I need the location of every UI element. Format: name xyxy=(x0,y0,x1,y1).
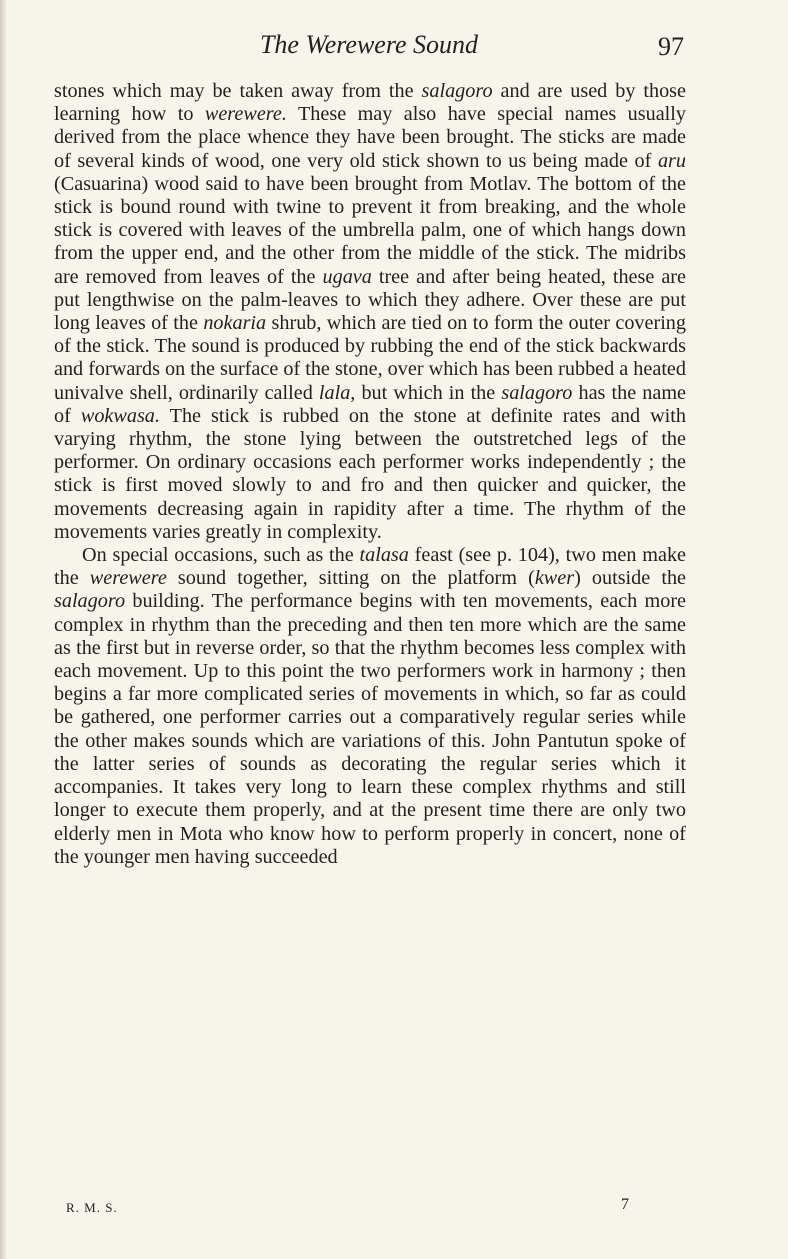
page-number: 97 xyxy=(658,32,684,61)
text-run: On special occasions, such as the xyxy=(82,544,360,567)
italic-term: ugava xyxy=(322,265,372,288)
text-run: but which in the xyxy=(355,381,502,404)
text-run: feast (see p. 104), two men make the xyxy=(54,544,686,590)
italic-term: salagoro xyxy=(421,80,493,102)
italic-term: werewere. xyxy=(204,103,287,126)
signature-mark: R. M. S. xyxy=(66,1200,118,1215)
paragraph-2 xyxy=(54,544,686,869)
text-run: has the name of xyxy=(54,381,686,427)
italic-term: salagoro xyxy=(54,590,126,613)
page-gutter-shadow xyxy=(0,0,6,1259)
text-run: The stick is rubbed on the stone at definite rates and with varying rhythm, the stone lying between the outstretched legs of the performer. On ordinary occasions each performer works independently ; the stick is first moved slowly to and fro and then quicker and quicker, the movements decreasing again in rapidity after a time. The rhythm of the movements varies greatly in complexity. xyxy=(54,404,686,543)
text-run: (Casuarina) wood said to have been brought from Motlav. The bottom of the stick is bound round with twine to prevent it from breaking, and the whole stick is covered with leaves of the umbrella palm, one of which hangs down from the upper end, and the other from the middle of the stick. The midribs are removed from leaves of the xyxy=(54,172,686,288)
page-body xyxy=(54,80,686,869)
text-run: building. The performance begins with ten movements, each more complex in rhythm than the preceding and then ten more which are the same as the first but in reverse order, so that the rhythm becomes less complex with each movement. Up to this point the two performers work in harmony ; then begins a far more complicated series of movements in which, so far as could be gathered, one performer carries out a comparatively regular series while the other makes sounds which are variations of this. John Pantutun spoke of the latter series of sounds as decorating the regular series which it accompanies. It takes very long to learn these complex rhythms and still longer to execute them properly, and at the present time there are only two elderly men in Mota who know how to perform properly in concert, none of the younger men having succeeded xyxy=(54,590,686,868)
italic-term: talasa xyxy=(359,544,409,567)
paragraph-1 xyxy=(54,80,686,544)
text-run: tree and after being heated, these are put lengthwise on the palm-leaves to which they adhere. Over these are put long leaves of the xyxy=(54,265,686,335)
text-run: stones which may be taken away from the xyxy=(54,80,422,102)
italic-term: kwer xyxy=(534,567,575,590)
signature-number: 7 xyxy=(621,1196,630,1213)
running-title: The Werewere Sound xyxy=(259,30,479,59)
text-run: sound together, sitting on the platform ( xyxy=(166,567,535,590)
italic-term: aru xyxy=(657,149,686,172)
page-header xyxy=(54,30,684,64)
italic-term: wokwasa. xyxy=(80,404,160,427)
italic-term: nokaria xyxy=(203,312,267,335)
italic-term: werewere xyxy=(89,567,167,590)
text-run: and are used by those learning how to xyxy=(54,80,686,126)
italic-term: lala, xyxy=(318,381,356,404)
text-run: shrub, which are tied on to form the outer covering of the stick. The sound is produced by rubbing the end of the stick backwards and forwards on the surface of the stone, over which has been rubbed a heated univalve shell, ordinarily called xyxy=(54,312,686,404)
text-run: These may also have special names usually derived from the place whence they have been brought. The sticks are made of several kinds of wood, one very old stick shown to us being made of xyxy=(54,103,686,172)
italic-term: salagoro xyxy=(501,381,573,404)
text-run: ) outside the xyxy=(574,567,687,590)
